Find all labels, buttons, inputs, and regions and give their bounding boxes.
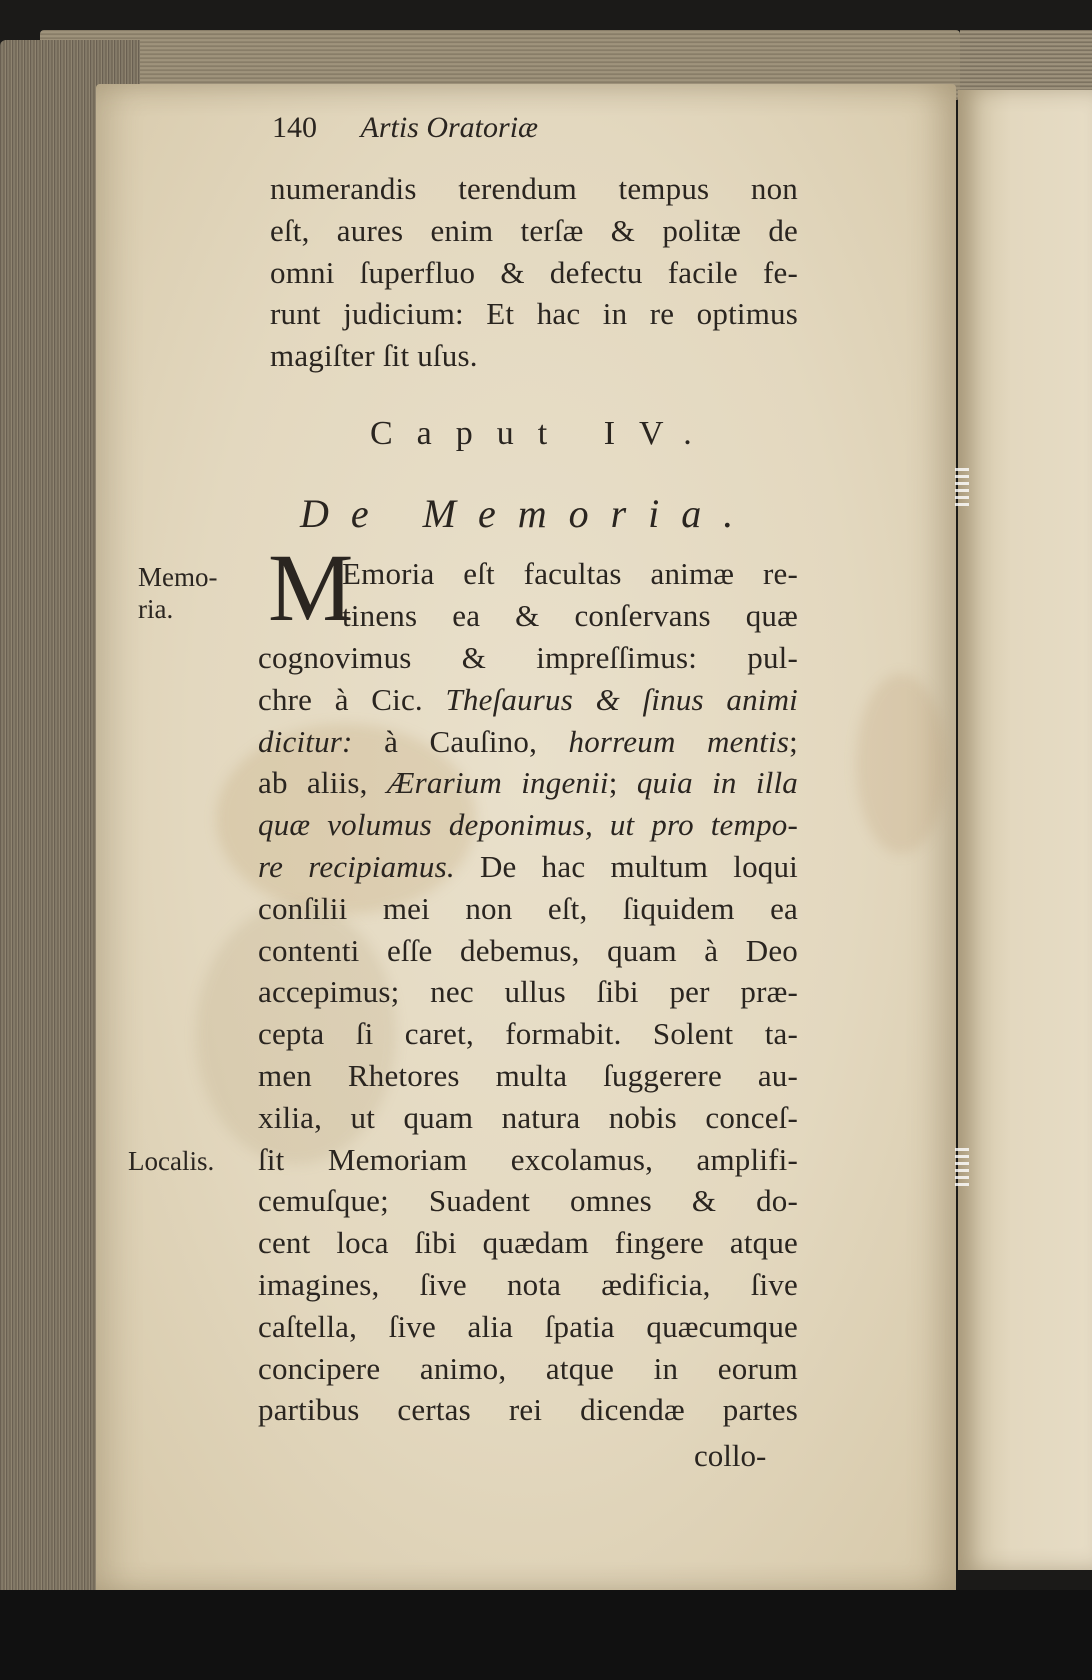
margin-note-line: ria. [138, 594, 174, 624]
text-run: partibus certas rei dicendæ partes [258, 1392, 798, 1428]
text-line [258, 1222, 798, 1264]
text-line [258, 679, 798, 721]
text-line [258, 1139, 798, 1181]
text-run: xilia, ut quam natura nobis conceſ- [258, 1099, 798, 1135]
chapter-title: De Memoria. [300, 491, 756, 536]
water-stain [856, 674, 946, 854]
text-line: numerandis terendum tempus non [270, 171, 798, 206]
text-line [258, 1180, 798, 1222]
drop-cap: M [268, 534, 354, 641]
indented-lines [342, 553, 798, 637]
margin-note-localis: Localis. [128, 1146, 215, 1176]
text-run: ab aliis, [258, 765, 387, 801]
text-run: cepta ſi caret, formabit. Solent ta- [258, 1016, 798, 1052]
text-line: omni ſuperfluo & defectu facile fe- [270, 254, 798, 290]
text-run: accepimus; nec ullus ſibi per præ- [258, 974, 798, 1010]
text-line [258, 1348, 798, 1390]
text-line: magiſter ſit uſus. [270, 338, 478, 374]
text-run: imagines, ſive nota ædificia, ſive [258, 1266, 798, 1302]
facing-page [958, 90, 1092, 1570]
italic-run: re recipiamus. [258, 848, 455, 884]
text-run: à Cauſino, [384, 723, 569, 759]
text-line [258, 1306, 798, 1348]
margin-note-memoria [138, 561, 217, 625]
text-line: eſt, aures enim terſæ & politæ de [270, 212, 798, 248]
text-run: De hac multum loqui [454, 848, 798, 884]
facing-page-edge [960, 30, 1092, 90]
text-line [258, 971, 798, 1013]
italic-run: quæ volumus deponimus, ut pro tempo- [258, 807, 798, 843]
text-run: cemuſque; Suadent omnes & do- [258, 1183, 798, 1219]
text-run: cognovimus & impreſſimus: pul- [258, 640, 798, 675]
running-title: Artis Oratoriæ [360, 111, 539, 144]
text-line [258, 846, 798, 888]
italic-run: Ærarium ingenii [386, 765, 609, 801]
text-line [258, 1264, 798, 1306]
margin-note-line: Memo- [138, 562, 218, 592]
text-line [258, 1055, 798, 1097]
text-run: ; [608, 765, 637, 801]
text-run: men Rhetores multa ſuggerere au- [258, 1057, 798, 1093]
text-line: Emoria eſt facultas animæ re- [342, 556, 798, 591]
text-run: ; [789, 723, 798, 759]
italic-run: dicitur: [258, 723, 385, 759]
text-run: chre à Cic. [258, 681, 446, 717]
text-line [258, 1097, 798, 1139]
italic-run: quia in illa [636, 765, 799, 801]
text-line [258, 1013, 798, 1055]
text-run: ſit Memoriam excolamus, amplifi- [258, 1141, 798, 1177]
text-line [258, 888, 798, 930]
text-line [258, 637, 798, 679]
text-line: runt judicium: Et hac in re optimus [270, 296, 798, 332]
catchword: collo- [694, 1438, 767, 1473]
text-run: contenti eſſe debemus, quam à Deo [258, 932, 798, 968]
text-line [258, 1389, 798, 1431]
binding-thread [955, 1148, 969, 1188]
italic-run: Theſaurus & ſinus animi [445, 681, 798, 717]
chapter-heading: Caput IV. [370, 415, 716, 452]
running-header [272, 111, 538, 145]
binding-thread [955, 468, 969, 508]
page-number: 140 [272, 111, 317, 144]
italic-run: horreum mentis [568, 723, 790, 759]
text-line [258, 721, 798, 763]
text-run: conſilii mei non eſt, ſiquidem ea [258, 890, 798, 926]
text-line [258, 930, 798, 972]
text-line [258, 804, 798, 846]
background-surface [0, 1590, 1092, 1680]
text-line: tinens ea & conſervans quæ [342, 597, 798, 633]
text-run: caſtella, ſive alia ſpatia quæcumque [258, 1308, 798, 1344]
opening-paragraph [270, 168, 798, 377]
text-run: concipere animo, atque in eorum [258, 1350, 798, 1386]
text-run: cent loca ſibi quædam fingere atque [258, 1225, 798, 1261]
body-text [258, 637, 798, 1431]
text-line [258, 762, 798, 804]
